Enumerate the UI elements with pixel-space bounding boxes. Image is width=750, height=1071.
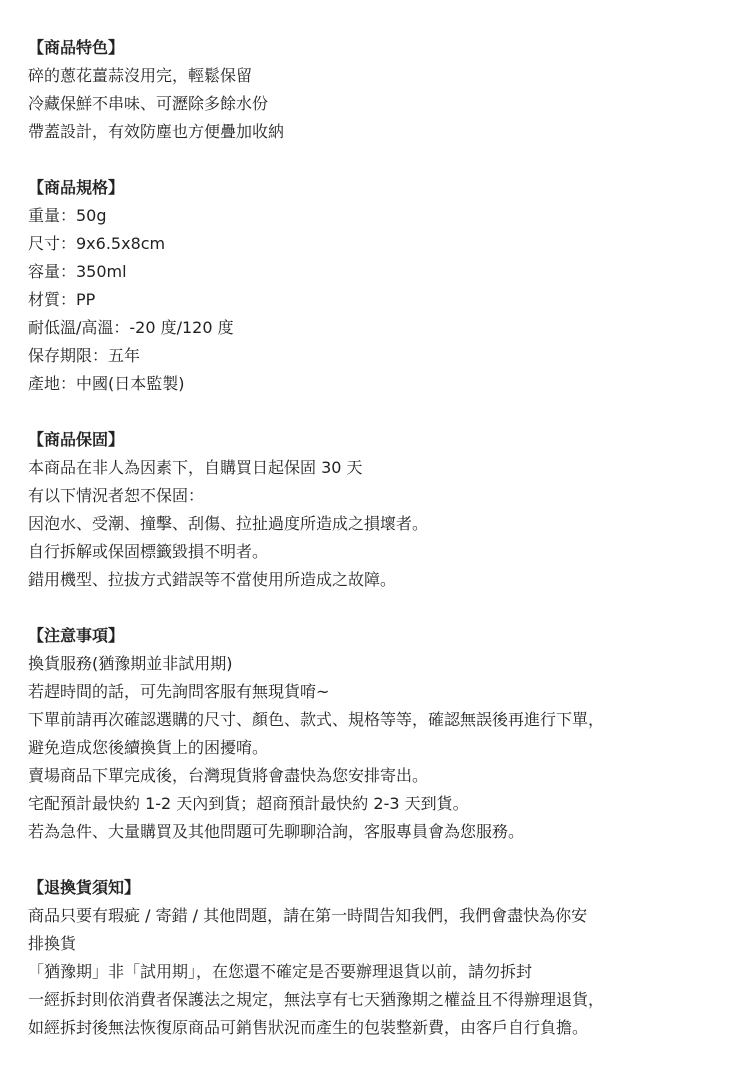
text-line: 商品只要有瑕疵 / 寄錯 / 其他問題，請在第一時間告知我們，我們會盡快為你安 [28, 906, 588, 925]
section-notes [28, 622, 728, 846]
text-line: 錯用機型、拉拔方式錯誤等不當使用所造成之故障。 [28, 570, 397, 589]
text-line: 重量：50g [28, 206, 107, 225]
text-line: 下單前請再次確認選購的尺寸、顏色、款式、規格等等，確認無誤後再進行下單， [28, 710, 605, 729]
text-line: 有以下情況者恕不保固： [28, 486, 205, 505]
text-line: 若趕時間的話，可先詢問客服有無現貨唷~ [28, 682, 330, 701]
text-line: 冷藏保鮮不串味、可瀝除多餘水份 [28, 94, 269, 113]
section-heading: 【退換貨須知】 [28, 878, 141, 897]
text-line: 耐低溫/高溫：-20 度/120 度 [28, 318, 234, 337]
text-line: 本商品在非人為因素下，自購買日起保固 30 天 [28, 458, 363, 477]
text-line: 因泡水、受潮、撞擊、刮傷、拉扯過度所造成之損壞者。 [28, 514, 429, 533]
section-heading: 【商品特色】 [28, 38, 125, 57]
text-line: 換貨服務(猶豫期並非試用期) [28, 654, 233, 673]
section-heading: 【商品保固】 [28, 430, 125, 449]
text-line: 材質：PP [28, 290, 96, 309]
text-line: 帶蓋設計，有效防塵也方便疊加收納 [28, 122, 285, 141]
product-info-document [28, 34, 728, 1042]
section-product-warranty [28, 426, 728, 594]
section-product-features [28, 34, 728, 146]
text-line: 碎的蔥花薑蒜沒用完，輕鬆保留 [28, 66, 253, 85]
text-line: 產地：中國(日本監製) [28, 374, 185, 393]
text-line: 如經拆封後無法恢復原商品可銷售狀況而產生的包裝整新費，由客戶自行負擔。 [28, 1018, 589, 1037]
section-heading: 【注意事項】 [28, 626, 125, 645]
text-line: 尺寸：9x6.5x8cm [28, 234, 166, 253]
section-heading: 【商品規格】 [28, 178, 125, 197]
text-line: 自行拆解或保固標籤毀損不明者。 [28, 542, 269, 561]
text-line: 一經拆封則依消費者保護法之規定，無法享有七天猶豫期之權益且不得辦理退貨， [28, 990, 605, 1009]
text-line: 宅配預計最快約 1-2 天內到貨；超商預計最快約 2-3 天到貨。 [28, 794, 469, 813]
text-line: 「猶豫期」非「試用期」，在您還不確定是否要辦理退貨以前，請勿拆封 [28, 962, 533, 981]
text-line: 容量：350ml [28, 262, 127, 281]
section-product-specs [28, 174, 728, 398]
text-line: 排換貨 [28, 934, 77, 953]
text-line: 避免造成您後續換貨上的困擾唷。 [28, 738, 269, 757]
section-returns [28, 874, 728, 1042]
text-line: 保存期限：五年 [28, 346, 141, 365]
text-line: 賣場商品下單完成後，台灣現貨將會盡快為您安排寄出。 [28, 766, 429, 785]
text-line: 若為急件、大量購買及其他問題可先聊聊洽詢，客服專員會為您服務。 [28, 822, 525, 841]
